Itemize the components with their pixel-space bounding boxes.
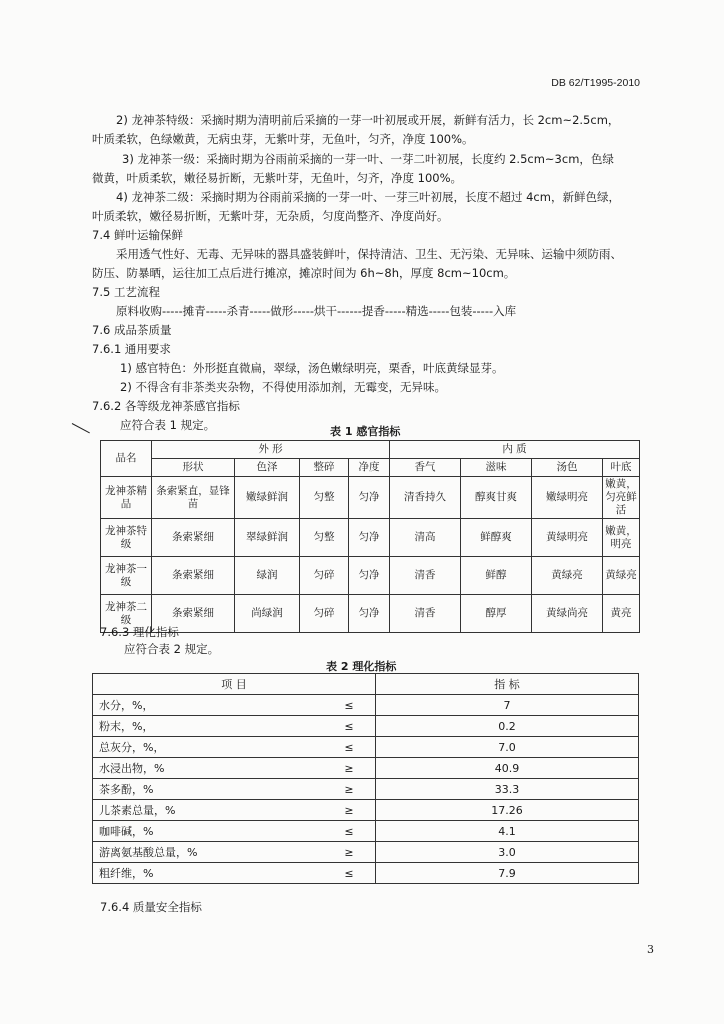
table-cell: 条索紧细 [152, 557, 235, 595]
paragraph-line: 应符合表 1 规定。 [120, 418, 216, 432]
sensory-table [100, 440, 640, 633]
grade-name: 龙神茶二级 [101, 595, 152, 633]
table-cell: 黄绿尚亮 [532, 595, 603, 633]
item-name: 水分，%， [93, 695, 324, 716]
subheader: 叶底 [603, 459, 640, 477]
table-cell: 匀净 [349, 557, 390, 595]
item-value: 3.0 [376, 842, 639, 863]
table-cell: 嫩绿明亮 [532, 477, 603, 519]
subheader: 滋味 [461, 459, 532, 477]
table-cell: 嫩黄，明亮 [603, 519, 640, 557]
table-row [93, 758, 639, 779]
section-heading: 7.6.1 通用要求 [92, 342, 171, 356]
table-cell: 嫩黄，匀亮鲜活 [603, 477, 640, 519]
item-value: 40.9 [376, 758, 639, 779]
paragraph-line: 2) 不得含有非茶类夹杂物，不得使用添加剂，无霉变，无异味。 [120, 380, 446, 394]
item-value: 7 [376, 695, 639, 716]
scan-mark [72, 423, 90, 433]
table2-caption: 表 2 理化指标 [326, 660, 397, 673]
table-row [93, 800, 639, 821]
document-code: DB 62/T1995-2010 [551, 77, 640, 89]
section-heading: 7.6.2 各等级龙神茶感官指标 [92, 399, 240, 413]
paragraph-line: 叶质柔软，嫩径易折断，无紫叶芽，无杂质，匀度尚整齐、净度尚好。 [92, 209, 449, 223]
table-cell: 黄亮 [603, 595, 640, 633]
table-row [93, 716, 639, 737]
table-row [93, 779, 639, 800]
comparison-symbol: ≤ [323, 737, 376, 758]
item-name: 粉末，%， [93, 716, 324, 737]
section-heading: 7.6 成品茶质量 [92, 323, 172, 337]
comparison-symbol: ≥ [323, 842, 376, 863]
table-cell: 醇厚 [461, 595, 532, 633]
paragraph-line: 4) 龙神茶二级：采摘时期为谷雨前采摘的一芽一叶、一芽三叶初展，长度不超过 4cm，新鲜色绿， [116, 190, 620, 204]
table-cell: 匀碎 [300, 595, 349, 633]
table-cell: 条索紧细 [152, 519, 235, 557]
subheader: 汤色 [532, 459, 603, 477]
item-name: 儿茶素总量，% [93, 800, 324, 821]
item-name: 粗纤维，% [93, 863, 324, 884]
paragraph-line: 防压、防暴晒，运往加工点后进行摊凉，摊凉时间为 6h~8h，厚度 8cm~10cm。 [92, 266, 516, 280]
page-number: 3 [647, 943, 654, 956]
item-value: 7.9 [376, 863, 639, 884]
physicochemical-table [92, 673, 639, 884]
table1-caption: 表 1 感官指标 [330, 425, 401, 438]
item-value: 7.0 [376, 737, 639, 758]
comparison-symbol: ≤ [323, 863, 376, 884]
process-flow: 原料收购-----摊青-----杀青-----做形-----烘干------提香-----精选-----包装-----入库 [116, 304, 517, 318]
subheader: 色泽 [235, 459, 300, 477]
subheader: 整碎 [300, 459, 349, 477]
table-cell: 黄绿亮 [532, 557, 603, 595]
comparison-symbol: ≤ [323, 716, 376, 737]
table-cell: 尚绿润 [235, 595, 300, 633]
grade-name: 龙神茶一级 [101, 557, 152, 595]
subheader: 香气 [390, 459, 461, 477]
subheader: 净度 [349, 459, 390, 477]
paragraph-line: 采用透气性好、无毒、无异味的器具盛装鲜叶，保持清洁、卫生、无污染、无异味、运输中须防雨、 [116, 247, 622, 261]
section-heading: 7.4 鲜叶运输保鲜 [92, 228, 183, 242]
table-cell: 绿润 [235, 557, 300, 595]
paragraph-line: 叶质柔软，色绿嫩黄，无病虫芽，无紫叶芽，无鱼叶，匀齐，净度 100%。 [92, 132, 474, 146]
table-cell: 鲜醇 [461, 557, 532, 595]
paragraph-line: 应符合表 2 规定。 [124, 642, 220, 656]
table-cell: 匀整 [300, 477, 349, 519]
table-row [101, 519, 640, 557]
table-row [101, 595, 640, 633]
comparison-symbol: ≤ [323, 821, 376, 842]
item-value: 0.2 [376, 716, 639, 737]
item-name: 游离氨基酸总量，% [93, 842, 324, 863]
subheader: 形状 [152, 459, 235, 477]
header-item: 项 目 [93, 674, 376, 695]
item-name: 水浸出物，% [93, 758, 324, 779]
grade-name: 龙神茶精品 [101, 477, 152, 519]
comparison-symbol: ≥ [323, 800, 376, 821]
comparison-symbol: ≤ [323, 695, 376, 716]
table-cell: 翠绿鲜润 [235, 519, 300, 557]
paragraph-line: 3) 龙神茶一级：采摘时期为谷雨前采摘的一芽一叶、一芽二叶初展，长度约 2.5cm~3cm，色绿 [122, 152, 614, 166]
table-cell: 条索紧直，显锋苗 [152, 477, 235, 519]
grade-name: 龙神茶特级 [101, 519, 152, 557]
paragraph-line: 微黄，叶质柔软，嫩径易折断，无紫叶芽，无鱼叶，匀齐，净度 100%。 [92, 171, 463, 185]
paragraph-line: 2) 龙神茶特级：采摘时期为清明前后采摘的一芽一叶初展或开展，新鲜有活力，长 2cm~2.5cm， [116, 113, 620, 127]
table-cell: 清香持久 [390, 477, 461, 519]
item-name: 咖啡碱，% [93, 821, 324, 842]
table-cell: 清香 [390, 595, 461, 633]
header-value: 指 标 [376, 674, 639, 695]
table-row [93, 842, 639, 863]
header-appearance: 外 形 [152, 441, 390, 459]
table-cell: 匀净 [349, 477, 390, 519]
paragraph-line: 1) 感官特色：外形挺直微扁，翠绿，汤色嫩绿明亮，栗香，叶底黄绿显芽。 [120, 361, 504, 375]
table-cell: 黄绿明亮 [532, 519, 603, 557]
table-cell: 匀整 [300, 519, 349, 557]
table-cell: 鲜醇爽 [461, 519, 532, 557]
header-inner-quality: 内 质 [390, 441, 640, 459]
table-cell: 清香 [390, 557, 461, 595]
item-name: 总灰分，%， [93, 737, 324, 758]
table-cell: 匀净 [349, 519, 390, 557]
table-cell: 条索紧细 [152, 595, 235, 633]
table-cell: 清高 [390, 519, 461, 557]
table-row [93, 821, 639, 842]
table-cell: 嫩绿鲜润 [235, 477, 300, 519]
section-heading: 7.5 工艺流程 [92, 285, 160, 299]
header-name: 品名 [101, 441, 152, 477]
table-row [101, 557, 640, 595]
table-cell: 黄绿亮 [603, 557, 640, 595]
section-heading: 7.6.4 质量安全指标 [100, 900, 202, 914]
comparison-symbol: ≥ [323, 779, 376, 800]
table-row [93, 863, 639, 884]
item-name: 茶多酚，% [93, 779, 324, 800]
comparison-symbol: ≥ [323, 758, 376, 779]
item-value: 4.1 [376, 821, 639, 842]
table-row [101, 477, 640, 519]
item-value: 17.26 [376, 800, 639, 821]
table-row [93, 695, 639, 716]
item-value: 33.3 [376, 779, 639, 800]
table-cell: 匀碎 [300, 557, 349, 595]
table-cell: 醇爽甘爽 [461, 477, 532, 519]
section-heading: 7.6.3 理化指标 [100, 625, 179, 639]
table-cell: 匀净 [349, 595, 390, 633]
table-row [93, 737, 639, 758]
